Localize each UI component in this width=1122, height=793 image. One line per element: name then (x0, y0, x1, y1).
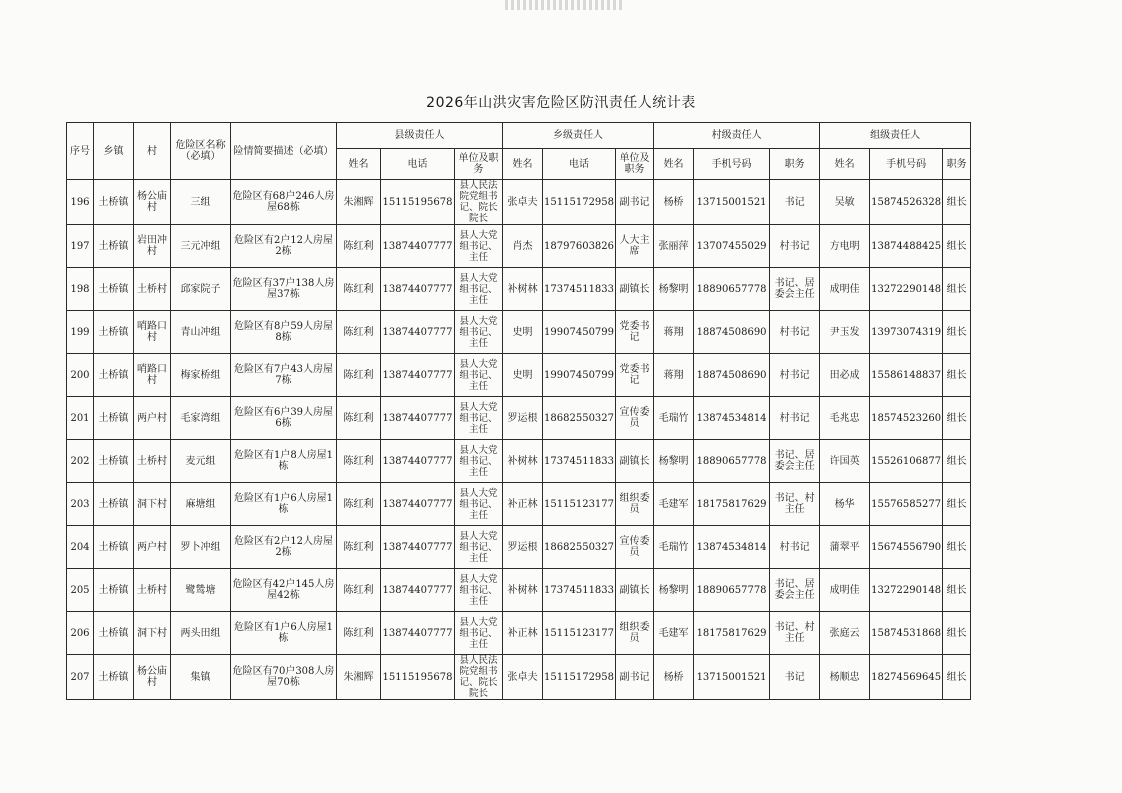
header-zone-name: 危险区名称（必填） (171, 123, 231, 180)
cell-zone: 集镇 (171, 655, 231, 700)
header-township-group: 乡级责任人 (503, 123, 654, 149)
cell-county-role: 县人大党组书记、主任 (455, 483, 503, 526)
cell-village-name: 毛建军 (654, 612, 694, 655)
cell-village-phone: 18175817629 (694, 612, 770, 655)
cell-seq: 199 (67, 311, 94, 354)
scan-mark (505, 0, 625, 10)
cell-zone: 鹭鸶塘 (171, 569, 231, 612)
cell-county-name: 陈红利 (337, 440, 381, 483)
table-row (67, 180, 971, 225)
header-township-unit-role: 单位及职务 (616, 149, 654, 180)
cell-village: 岩田冲村 (134, 225, 171, 268)
cell-county-phone: 13874407777 (381, 569, 455, 612)
table-row (67, 612, 971, 655)
cell-team-phone: 15526106877 (870, 440, 943, 483)
header-village-role: 职务 (770, 149, 820, 180)
cell-team-role: 组长 (943, 311, 971, 354)
cell-team-phone: 18574523260 (870, 397, 943, 440)
cell-seq: 203 (67, 483, 94, 526)
cell-team-name: 杨华 (820, 483, 870, 526)
header-county-group: 县级责任人 (337, 123, 503, 149)
table-row (67, 397, 971, 440)
header-seq: 序号 (67, 123, 94, 180)
header-village-group: 村级责任人 (654, 123, 820, 149)
cell-village-role: 村书记 (770, 526, 820, 569)
cell-county-phone: 13874407777 (381, 354, 455, 397)
cell-seq: 206 (67, 612, 94, 655)
cell-village-name: 杨桥 (654, 180, 694, 225)
cell-team-phone: 13973074319 (870, 311, 943, 354)
table-row (67, 268, 971, 311)
cell-county-name: 陈红利 (337, 311, 381, 354)
cell-county-phone: 13874407777 (381, 268, 455, 311)
cell-township-phone: 19907450799 (543, 311, 616, 354)
cell-township-phone: 15115172958 (543, 655, 616, 700)
document-title: 2026年山洪灾害危险区防汛责任人统计表 (426, 95, 696, 111)
cell-village-role: 村书记 (770, 225, 820, 268)
cell-village: 洞下村 (134, 483, 171, 526)
cell-village-name: 杨黎明 (654, 440, 694, 483)
cell-village: 哨路口村 (134, 311, 171, 354)
cell-township-name: 罗运根 (503, 397, 543, 440)
cell-team-phone: 13874488425 (870, 225, 943, 268)
cell-township-role: 组织委员 (616, 612, 654, 655)
cell-county-role: 县人大党组书记、主任 (455, 268, 503, 311)
cell-township-name: 补树林 (503, 268, 543, 311)
cell-village-phone: 13715001521 (694, 655, 770, 700)
cell-team-name: 许国英 (820, 440, 870, 483)
cell-seq: 196 (67, 180, 94, 225)
cell-zone: 三元冲组 (171, 225, 231, 268)
cell-village-phone: 13707455029 (694, 225, 770, 268)
cell-zone: 两头田组 (171, 612, 231, 655)
cell-zone: 青山冲组 (171, 311, 231, 354)
cell-desc: 危险区有1户6人房屋1栋 (231, 612, 337, 655)
cell-village-role: 书记、村主任 (770, 612, 820, 655)
cell-county-phone: 13874407777 (381, 225, 455, 268)
cell-team-role: 组长 (943, 526, 971, 569)
cell-team-phone: 13272290148 (870, 268, 943, 311)
cell-seq: 205 (67, 569, 94, 612)
cell-village-name: 杨黎明 (654, 569, 694, 612)
cell-team-role: 组长 (943, 612, 971, 655)
cell-county-phone: 15115195678 (381, 655, 455, 700)
cell-team-name: 成明佳 (820, 268, 870, 311)
cell-township-role: 副镇长 (616, 569, 654, 612)
cell-village-role: 书记、居委会主任 (770, 440, 820, 483)
cell-desc: 危险区有7户43人房屋7栋 (231, 354, 337, 397)
cell-team-role: 组长 (943, 569, 971, 612)
cell-team-phone: 13272290148 (870, 569, 943, 612)
cell-team-name: 成明佳 (820, 569, 870, 612)
cell-team-name: 张庭云 (820, 612, 870, 655)
cell-township-phone: 18682550327 (543, 526, 616, 569)
cell-village-phone: 18890657778 (694, 268, 770, 311)
header-description: 险情简要描述（必填） (231, 123, 337, 180)
cell-township-name: 罗运根 (503, 526, 543, 569)
cell-town: 土桥镇 (94, 311, 134, 354)
cell-village-role: 村书记 (770, 311, 820, 354)
cell-county-role: 县人大党组书记、主任 (455, 354, 503, 397)
cell-village-role: 书记 (770, 655, 820, 700)
cell-village-role: 书记、居委会主任 (770, 569, 820, 612)
cell-township-name: 补树林 (503, 569, 543, 612)
table-row (67, 311, 971, 354)
cell-township-role: 副镇长 (616, 440, 654, 483)
table-row (67, 483, 971, 526)
cell-town: 土桥镇 (94, 655, 134, 700)
cell-team-phone: 15576585277 (870, 483, 943, 526)
cell-seq: 201 (67, 397, 94, 440)
cell-county-phone: 15115195678 (381, 180, 455, 225)
header-team-group: 组级责任人 (820, 123, 971, 149)
cell-county-role: 县人大党组书记、主任 (455, 397, 503, 440)
header-county-phone: 电话 (381, 149, 455, 180)
cell-township-role: 党委书记 (616, 354, 654, 397)
cell-village-phone: 18874508690 (694, 354, 770, 397)
cell-village-name: 蒋翔 (654, 311, 694, 354)
cell-township-role: 副镇长 (616, 268, 654, 311)
cell-village: 杨公庙村 (134, 655, 171, 700)
header-village-mobile: 手机号码 (694, 149, 770, 180)
cell-village: 哨路口村 (134, 354, 171, 397)
cell-township-name: 肖杰 (503, 225, 543, 268)
cell-county-name: 陈红利 (337, 397, 381, 440)
cell-village: 土桥村 (134, 268, 171, 311)
cell-team-role: 组长 (943, 397, 971, 440)
cell-zone: 三组 (171, 180, 231, 225)
cell-team-role: 组长 (943, 354, 971, 397)
cell-town: 土桥镇 (94, 526, 134, 569)
cell-village-phone: 18890657778 (694, 569, 770, 612)
cell-township-name: 张卓夫 (503, 655, 543, 700)
cell-village-name: 杨桥 (654, 655, 694, 700)
cell-village-phone: 13874534814 (694, 397, 770, 440)
cell-village-name: 毛瑞竹 (654, 397, 694, 440)
header-county-name: 姓名 (337, 149, 381, 180)
cell-county-name: 朱湘辉 (337, 655, 381, 700)
cell-team-name: 尹玉发 (820, 311, 870, 354)
cell-team-role: 组长 (943, 268, 971, 311)
cell-desc: 危险区有70户308人房屋70栋 (231, 655, 337, 700)
cell-township-phone: 15115123177 (543, 483, 616, 526)
cell-village-name: 张丽萍 (654, 225, 694, 268)
cell-desc: 危险区有2户12人房屋2栋 (231, 526, 337, 569)
cell-village-role: 村书记 (770, 397, 820, 440)
cell-team-role: 组长 (943, 655, 971, 700)
cell-township-name: 补树林 (503, 440, 543, 483)
cell-township-phone: 18797603826 (543, 225, 616, 268)
cell-team-role: 组长 (943, 483, 971, 526)
cell-desc: 危险区有6户39人房屋6栋 (231, 397, 337, 440)
cell-seq: 202 (67, 440, 94, 483)
cell-seq: 207 (67, 655, 94, 700)
cell-township-role: 副书记 (616, 655, 654, 700)
cell-village-phone: 18874508690 (694, 311, 770, 354)
table-row (67, 655, 971, 700)
cell-town: 土桥镇 (94, 569, 134, 612)
cell-county-name: 陈红利 (337, 268, 381, 311)
cell-town: 土桥镇 (94, 397, 134, 440)
cell-team-name: 方电明 (820, 225, 870, 268)
table-row (67, 225, 971, 268)
cell-seq: 204 (67, 526, 94, 569)
cell-county-role: 县人大党组书记、主任 (455, 569, 503, 612)
cell-seq: 198 (67, 268, 94, 311)
cell-desc: 危险区有2户12人房屋2栋 (231, 225, 337, 268)
header-town: 乡镇 (94, 123, 134, 180)
cell-desc: 危险区有1户8人房屋1栋 (231, 440, 337, 483)
cell-village-phone: 18175817629 (694, 483, 770, 526)
cell-village-phone: 13874534814 (694, 526, 770, 569)
cell-township-role: 副书记 (616, 180, 654, 225)
cell-county-name: 陈红利 (337, 569, 381, 612)
cell-township-name: 补正林 (503, 483, 543, 526)
cell-team-role: 组长 (943, 225, 971, 268)
cell-village-name: 毛建军 (654, 483, 694, 526)
cell-seq: 200 (67, 354, 94, 397)
cell-town: 土桥镇 (94, 440, 134, 483)
cell-county-name: 陈红利 (337, 612, 381, 655)
cell-desc: 危险区有8户59人房屋8栋 (231, 311, 337, 354)
cell-town: 土桥镇 (94, 483, 134, 526)
cell-township-name: 史明 (503, 311, 543, 354)
cell-village-name: 毛瑞竹 (654, 526, 694, 569)
cell-desc: 危险区有68户246人房屋68栋 (231, 180, 337, 225)
cell-county-role: 县人大党组书记、主任 (455, 526, 503, 569)
cell-township-phone: 17374511833 (543, 268, 616, 311)
cell-team-name: 蒲翠平 (820, 526, 870, 569)
cell-town: 土桥镇 (94, 180, 134, 225)
cell-county-phone: 13874407777 (381, 612, 455, 655)
cell-county-role: 县人大党组书记、主任 (455, 311, 503, 354)
cell-zone: 邱家院子 (171, 268, 231, 311)
cell-seq: 197 (67, 225, 94, 268)
header-township-name: 姓名 (503, 149, 543, 180)
cell-team-phone: 18274569645 (870, 655, 943, 700)
cell-county-name: 陈红利 (337, 354, 381, 397)
cell-team-name: 田必成 (820, 354, 870, 397)
cell-team-name: 杨顺忠 (820, 655, 870, 700)
cell-team-phone: 15586148837 (870, 354, 943, 397)
cell-county-phone: 13874407777 (381, 526, 455, 569)
cell-village-role: 书记 (770, 180, 820, 225)
cell-township-name: 补正林 (503, 612, 543, 655)
cell-county-name: 朱湘辉 (337, 180, 381, 225)
cell-village-name: 杨黎明 (654, 268, 694, 311)
cell-county-phone: 13874407777 (381, 311, 455, 354)
table-row (67, 526, 971, 569)
cell-township-role: 宣传委员 (616, 526, 654, 569)
cell-desc: 危险区有42户145人房屋42栋 (231, 569, 337, 612)
cell-team-phone: 15674556790 (870, 526, 943, 569)
cell-village-phone: 18890657778 (694, 440, 770, 483)
responsibility-table (66, 122, 971, 700)
cell-township-phone: 15115123177 (543, 612, 616, 655)
cell-village-name: 蒋翔 (654, 354, 694, 397)
cell-team-phone: 15874531868 (870, 612, 943, 655)
cell-zone: 罗卜冲组 (171, 526, 231, 569)
cell-zone: 梅家桥组 (171, 354, 231, 397)
cell-county-phone: 13874407777 (381, 397, 455, 440)
cell-zone: 麻塘组 (171, 483, 231, 526)
cell-village-role: 书记、村主任 (770, 483, 820, 526)
cell-county-role: 县人民法院党组书记、院长院长 (455, 180, 503, 225)
table-row (67, 440, 971, 483)
cell-desc: 危险区有37户138人房屋37栋 (231, 268, 337, 311)
cell-township-phone: 15115172958 (543, 180, 616, 225)
cell-county-name: 陈红利 (337, 225, 381, 268)
header-township-phone: 电话 (543, 149, 616, 180)
cell-village: 土桥村 (134, 440, 171, 483)
cell-township-role: 宣传委员 (616, 397, 654, 440)
cell-village: 两户村 (134, 397, 171, 440)
cell-county-name: 陈红利 (337, 526, 381, 569)
cell-township-name: 史明 (503, 354, 543, 397)
header-team-mobile: 手机号码 (870, 149, 943, 180)
cell-zone: 毛家湾组 (171, 397, 231, 440)
cell-township-phone: 17374511833 (543, 440, 616, 483)
header-team-role: 职务 (943, 149, 971, 180)
cell-village: 土桥村 (134, 569, 171, 612)
header-county-unit-role: 单位及职务 (455, 149, 503, 180)
cell-town: 土桥镇 (94, 268, 134, 311)
cell-zone: 麦元组 (171, 440, 231, 483)
table-row (67, 354, 971, 397)
cell-township-role: 人大主席 (616, 225, 654, 268)
cell-desc: 危险区有1户6人房屋1栋 (231, 483, 337, 526)
cell-county-role: 县人大党组书记、主任 (455, 440, 503, 483)
cell-team-role: 组长 (943, 440, 971, 483)
cell-team-name: 毛兆忠 (820, 397, 870, 440)
cell-team-role: 组长 (943, 180, 971, 225)
cell-village-role: 书记、居委会主任 (770, 268, 820, 311)
cell-team-phone: 15874526328 (870, 180, 943, 225)
cell-township-phone: 19907450799 (543, 354, 616, 397)
cell-county-phone: 13874407777 (381, 483, 455, 526)
cell-village-phone: 13715001521 (694, 180, 770, 225)
cell-township-name: 张卓夫 (503, 180, 543, 225)
cell-town: 土桥镇 (94, 354, 134, 397)
cell-county-role: 县人大党组书记、主任 (455, 225, 503, 268)
cell-town: 土桥镇 (94, 612, 134, 655)
cell-team-name: 吴敏 (820, 180, 870, 225)
cell-township-phone: 17374511833 (543, 569, 616, 612)
cell-township-role: 组织委员 (616, 483, 654, 526)
cell-county-name: 陈红利 (337, 483, 381, 526)
cell-village: 两户村 (134, 526, 171, 569)
header-team-name: 姓名 (820, 149, 870, 180)
cell-village: 杨公庙村 (134, 180, 171, 225)
cell-village: 洞下村 (134, 612, 171, 655)
cell-village-role: 村书记 (770, 354, 820, 397)
cell-township-phone: 18682550327 (543, 397, 616, 440)
cell-county-role: 县人大党组书记、主任 (455, 612, 503, 655)
cell-county-role: 县人民法院党组书记、院长院长 (455, 655, 503, 700)
cell-township-role: 党委书记 (616, 311, 654, 354)
header-village: 村 (134, 123, 171, 180)
table-row (67, 569, 971, 612)
cell-town: 土桥镇 (94, 225, 134, 268)
header-village-name: 姓名 (654, 149, 694, 180)
cell-county-phone: 13874407777 (381, 440, 455, 483)
